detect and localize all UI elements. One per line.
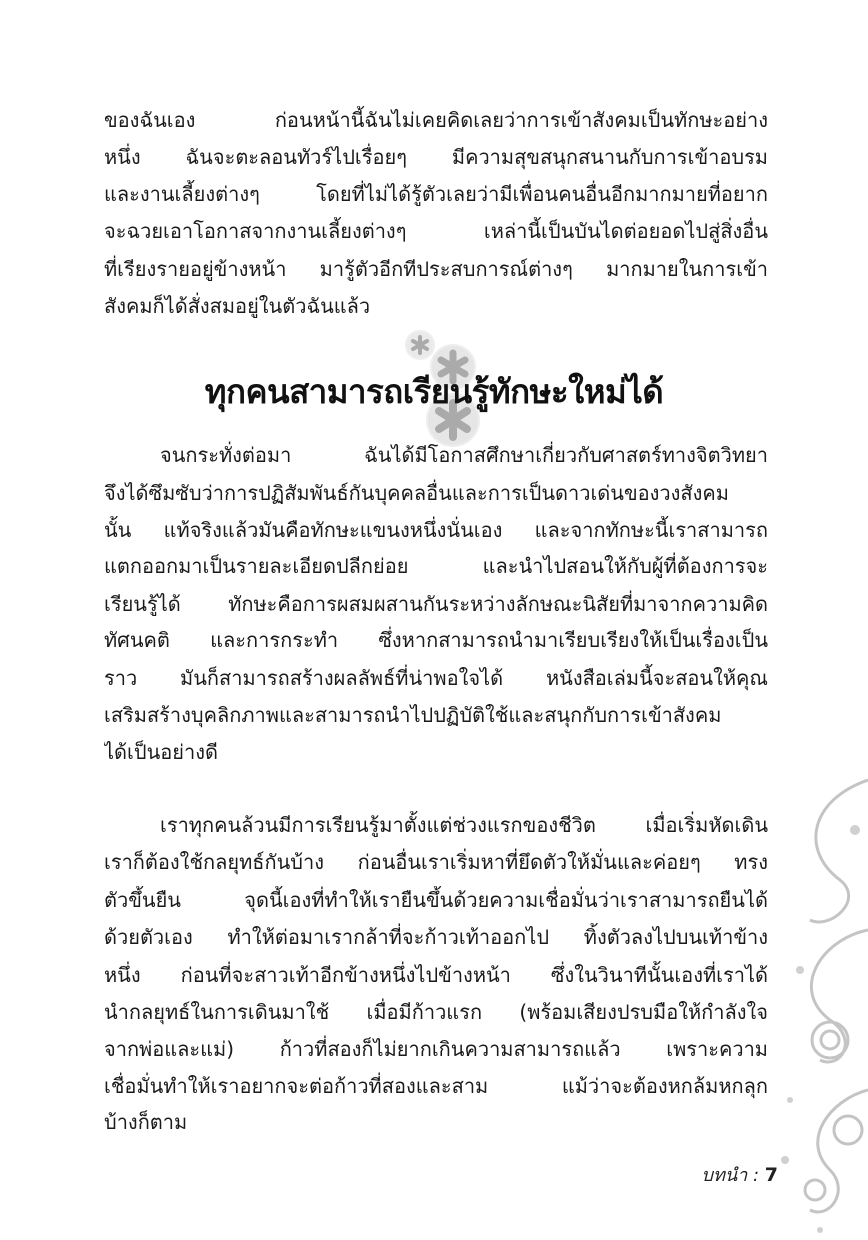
paragraph-2-line: เรียนรู้ได้ ทักษะคือการผสมผสานกันระหว่างลักษณะนิสัยที่มาจากความคิด <box>104 592 768 616</box>
paragraph-3-line: หนึ่ง ก่อนที่จะสาวเท้าอีกข้างหนึ่งไปข้างหน้า ซึ่งในวินาทีนั้นเองที่เราได้ <box>104 963 768 987</box>
paragraph-1-line: ของฉันเอง ก่อนหน้านี้ฉันไม่เคยคิดเลยว่าการเข้าสังคมเป็นทักษะอย่าง <box>104 108 768 132</box>
paragraph-3-line: ด้วยตัวเอง ทำให้ต่อมาเรากล้าที่จะก้าวเท้าออกไป ทิ้งตัวลงไปบนเท้าข้าง <box>104 925 768 949</box>
paragraph-1-line: จะฉวยเอาโอกาสจากงานเลี้ยงต่างๆ เหล่านี้เป็นบันไดต่อยอดไปสู่สิ่งอื่น <box>104 219 768 243</box>
paragraph-1-line: และงานเลี้ยงต่างๆ โดยที่ไม่ได้รู้ตัวเลยว่ามีเพื่อนคนอื่นอีกมากมายที่อยาก <box>104 182 768 206</box>
paragraph-2-line: แตกออกมาเป็นรายละเอียดปลีกย่อย และนำไปสอนให้กับผู้ที่ต้องการจะ <box>104 554 768 578</box>
paragraph-3-line: จากพ่อและแม่) ก้าวที่สองก็ไม่ยากเกินความสามารถแล้ว เพราะความ <box>104 1037 768 1061</box>
paragraph-3-line: ตัวขึ้นยืน จุดนี้เองที่ทำให้เรายืนขึ้นด้วยความเชื่อมั่นว่าเราสามารถยืนได้ <box>104 888 768 912</box>
paragraph-2-line: ได้เป็นอย่างดี <box>104 740 218 764</box>
footer-section-label: บทนำ : <box>701 1165 760 1186</box>
paragraph-3-line: นำกลยุทธ์ในการเดินมาใช้ เมื่อมีก้าวแรก (พร้อมเสียงปรบมือให้กำลังใจ <box>104 1000 768 1024</box>
page-number: 7 <box>764 1164 778 1186</box>
section-heading: ทุกคนสามารถเรียนรู้ทักษะใหม่ได้ <box>204 372 664 411</box>
paragraph-2-line: เสริมสร้างบุคลิกภาพและสามารถนำไปปฏิบัติใช้และสนุกกับการเข้าสังคม <box>104 703 722 727</box>
swirl-ornament-icon <box>770 770 868 1240</box>
paragraph-3-line: เราทุกคนล้วนมีการเรียนรู้มาตั้งแต่ช่วงแรกของชีวิต เมื่อเริ่มหัดเดิน <box>160 813 768 837</box>
paragraph-1-line: สังคมก็ได้สั่งสมอยู่ในตัวฉันแล้ว <box>104 294 371 318</box>
paragraph-1-line: ที่เรียงรายอยู่ข้างหน้า มารู้ตัวอีกทีประสบการณ์ต่างๆ มากมายในการเข้า <box>104 257 768 281</box>
page-footer <box>702 1160 778 1189</box>
paragraph-3-line: บ้างก็ตาม <box>104 1110 188 1134</box>
paragraph-2-line: ทัศนคติ และการกระทำ ซึ่งหากสามารถนำมาเรียบเรียงให้เป็นเรื่องเป็น <box>104 628 768 652</box>
paragraph-1-line: หนึ่ง ฉันจะตะลอนทัวร์ไปเรื่อยๆ มีความสุขสนุกสนานกับการเข้าอบรม <box>104 145 768 169</box>
paragraph-3-line: เราก็ต้องใช้กลยุทธ์กันบ้าง ก่อนอื่นเราเริ่มหาที่ยึดตัวให้มั่นและค่อยๆ ทรง <box>104 850 768 874</box>
paragraph-2-line: ราว มันก็สามารถสร้างผลลัพธ์ที่น่าพอใจได้ หนังสือเล่มนี้จะสอนให้คุณ <box>104 666 768 690</box>
paragraph-2-line: นั้น แท้จริงแล้วมันคือทักษะแขนงหนึ่งนั่นเอง และจากทักษะนี้เราสามารถ <box>104 518 768 542</box>
paragraph-2-line: จนกระทั่งต่อมา ฉันได้มีโอกาสศึกษาเกี่ยวกับศาสตร์ทางจิตวิทยา <box>160 443 768 467</box>
paragraph-3-line: เชื่อมั่นทำให้เราอยากจะต่อก้าวที่สองและสาม แม้ว่าจะต้องหกล้มหกลุก <box>104 1074 768 1098</box>
paragraph-2-line: จึงได้ซึมซับว่าการปฏิสัมพันธ์กันบุคคลอื่นและการเป็นดาวเด่นของวงสังคม <box>104 481 729 505</box>
